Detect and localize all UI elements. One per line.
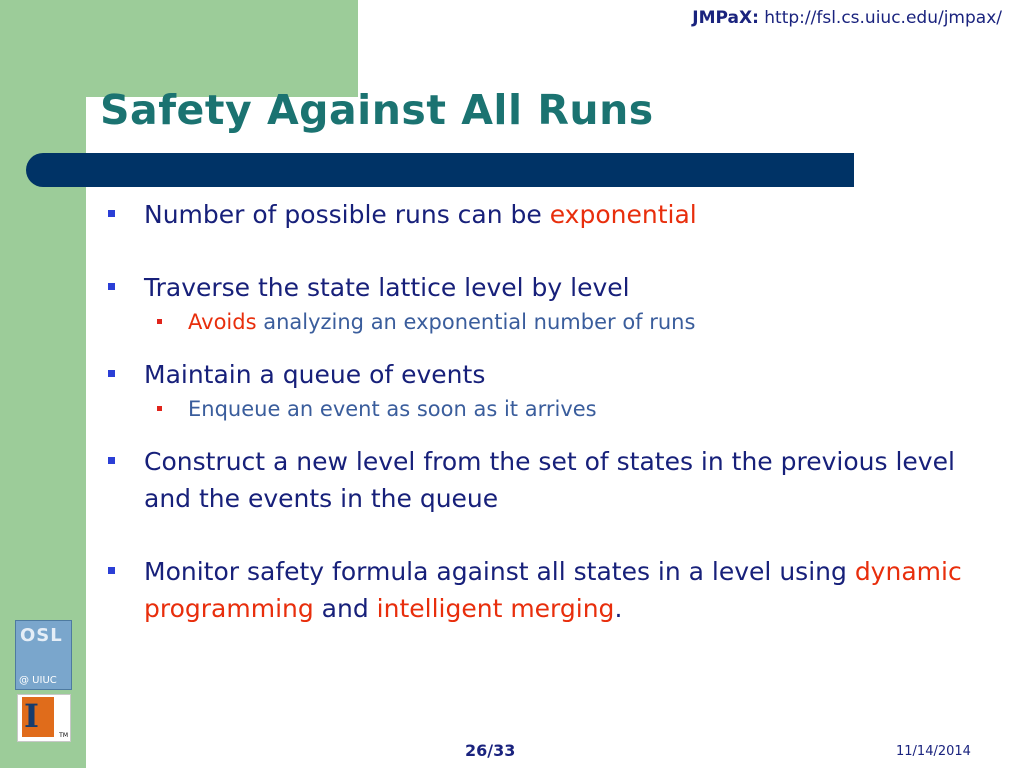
bullet-spacer [100,338,1000,356]
bullet-item [100,269,1000,306]
bullet-marker-icon [108,567,115,574]
bullet-text: Monitor safety formula against all states in a level using [144,557,855,586]
sub-bullet-item [100,393,1000,425]
bullet-spacer [100,233,1000,269]
bullet-text: Number of possible runs can be [144,200,550,229]
header-url [692,8,1002,28]
osl-logo [15,620,72,690]
title-underline-bar [26,153,854,187]
bullet-marker-icon [108,283,115,290]
highlighted-text: exponential [549,200,697,229]
bullet-text: . [614,594,623,623]
page-number: 26/33 [465,741,516,760]
bullet-text: and [313,594,377,623]
highlighted-text: Avoids [188,310,257,334]
osl-logo-text: OSL [20,625,63,646]
bullet-marker-icon [108,457,115,464]
sub-bullet-marker-icon [157,406,162,411]
highlighted-text: dynamic programming [144,557,962,623]
bullet-item [100,443,1000,517]
illinois-logo-letter: I [24,697,39,735]
sub-bullet-marker-icon [157,319,162,324]
bullet-text: Maintain a queue of events [144,360,486,389]
bullet-text: Construct a new level from the set of states in the previous level and the events in the queue [144,447,955,513]
slide-title: Safety Against All Runs [100,86,654,134]
bullet-item [100,356,1000,393]
header-link[interactable]: http://fsl.cs.uiuc.edu/jmpax/ [764,8,1002,28]
highlighted-text: intelligent merging [376,594,615,623]
sub-bullet-item [100,306,1000,338]
bullet-item [100,553,1000,627]
osl-logo-uiuc: @ UIUC [19,675,57,686]
sub-bullet-text: analyzing an exponential number of runs [256,310,696,334]
slide-date: 11/14/2014 [896,744,971,759]
bullet-marker-icon [108,370,115,377]
header-brand: JMPaX: [692,8,759,28]
illinois-logo-tm: TM [59,732,68,739]
sub-bullet-text: Enqueue an event as soon as it arrives [188,397,597,421]
bullet-marker-icon [108,210,115,217]
bullet-text: Traverse the state lattice level by level [144,273,630,302]
bullet-list [100,196,1000,627]
bullet-spacer [100,425,1000,443]
illinois-logo [17,694,71,742]
bullet-item [100,196,1000,233]
bullet-spacer [100,517,1000,553]
